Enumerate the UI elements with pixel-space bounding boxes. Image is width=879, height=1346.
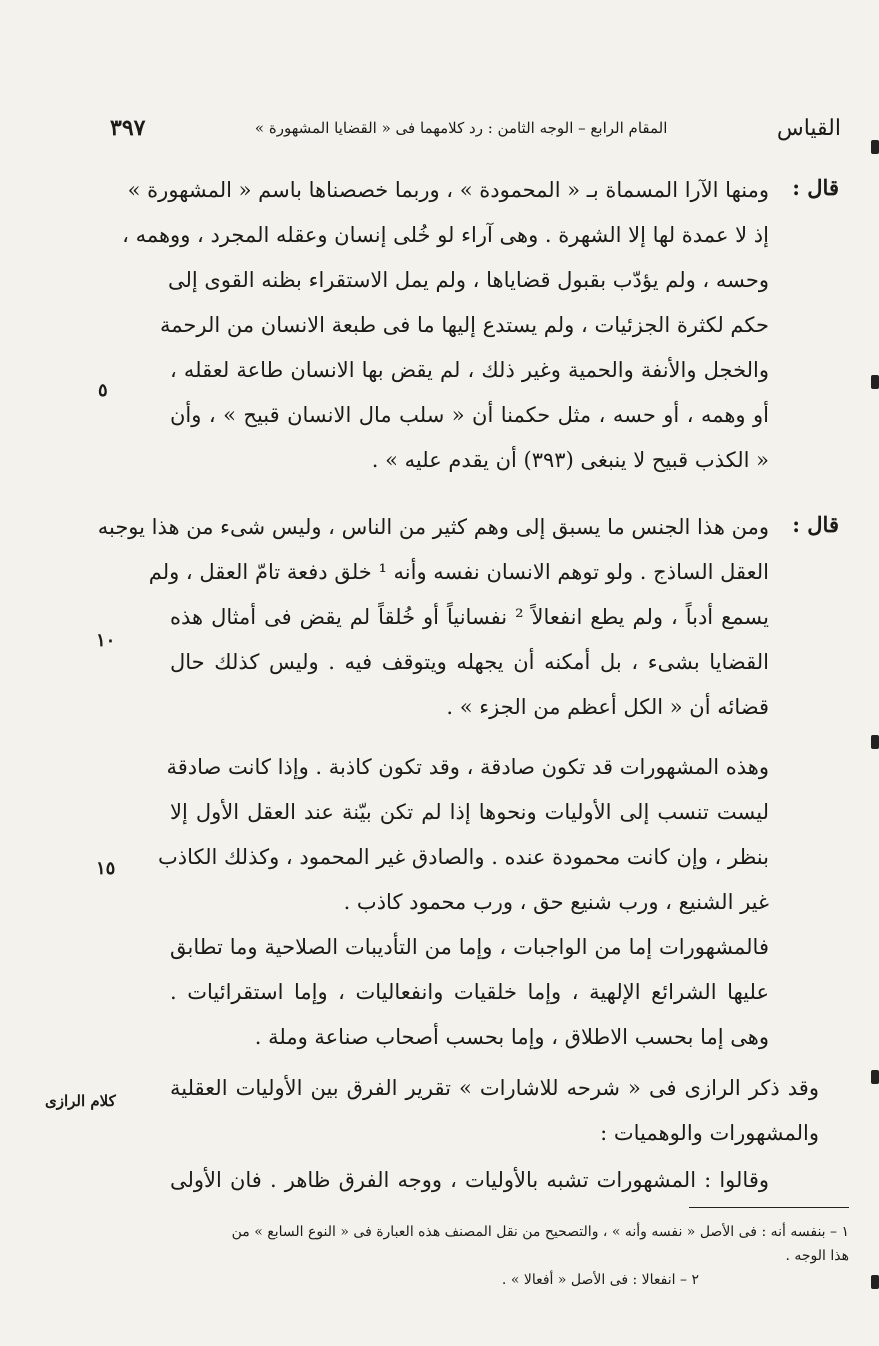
passage-6 — [170, 1158, 769, 1203]
page-number: ٣٩٧ — [110, 115, 146, 141]
scan-edge-mark — [871, 735, 879, 749]
text-line: أو وهمه ، أو حسه ، مثل حكمنا أن « سلب مال الانسان قبيح » ، وأن — [170, 403, 769, 427]
footnote-2: ٢ – انفعالا : فى الأصل « أفعالا » . — [501, 1272, 699, 1288]
footnote-rule — [689, 1207, 849, 1208]
running-title: المقام الرابع – الوجه الثامن : رد كلامهما فى « القضايا المشهورة » — [254, 119, 668, 137]
text-line: وقالوا : المشهورات تشبه بالأوليات ، ووجه الفرق ظاهر . فان الأولى — [170, 1168, 769, 1192]
text-line: العقل الساذج . ولو توهم الانسان نفسه وأنه ¹ خلق دفعة تامّ العقل ، ولم — [148, 560, 769, 584]
text-line: ومن هذا الجنس ما يسبق إلى وهم كثير من الناس ، وليس شىء من هذا يوجبه — [97, 515, 769, 539]
text-line: « الكذب قبيح لا ينبغى (٣٩٣) أن يقدم عليه » . — [371, 448, 769, 472]
passage-label: قال : — [792, 175, 839, 200]
text-line: إذ لا عمدة لها إلا الشهرة . وهى آراء لو خُلى إنسان وعقله المجرد ، ووهمه ، — [122, 223, 769, 247]
text-line: ليست تنسب إلى الأوليات ونحوها إذا لم تكن بيّنة عند العقل الأول إلا — [170, 800, 769, 824]
passage-3 — [157, 745, 769, 925]
text-line: قضائه أن « الكل أعظم من الجزء » . — [446, 695, 769, 719]
text-line: والمشهورات والوهميات : — [600, 1121, 819, 1145]
text-line: فالمشهورات إما من الواجبات ، وإما من التأديبات الصلاحية وما تطابق — [170, 935, 769, 959]
footnote-1: ١ – بنفسه أنه : فى الأصل « نفسه وأنه » ، والتصحيح من نقل المصنف هذه العبارة فى « النوع السابع » من — [231, 1224, 849, 1240]
text-line: وقد ذكر الرازى فى « شرحه للاشارات » تقرير الفرق بين الأوليات العقلية — [170, 1076, 819, 1100]
passage-5 — [170, 1066, 819, 1156]
line-number: ٥ — [98, 380, 108, 401]
scan-edge-mark — [871, 1070, 879, 1084]
scan-edge-mark — [871, 1275, 879, 1289]
text-line: يسمع أدباً ، ولم يطع انفعالاً ² نفسانياً أو خُلقاً لم يقض فى أمثال هذه — [170, 605, 769, 629]
text-line: ومنها الآرا المسماة بـ « المحمودة » ، وربما خصصناها باسم « المشهورة » — [127, 178, 769, 202]
scan-edge-mark — [871, 375, 879, 389]
text-line: غير الشنيع ، ورب شنيع حق ، ورب محمود كاذب . — [343, 890, 769, 914]
footnote-1-continuation: هذا الوجه . — [785, 1248, 849, 1264]
side-note: كلام الرازى — [45, 1092, 116, 1110]
text-line: وهى إما بحسب الاطلاق ، وإما بحسب أصحاب صناعة وملة . — [254, 1025, 769, 1049]
text-line: القضايا بشىء ، بل أمكنه أن يجهله ويتوقف فيه . وليس كذلك حال — [170, 650, 769, 674]
text-line: والخجل والأنفة والحمية وغير ذلك ، لم يقض بها الانسان طاعة لعقله ، — [170, 358, 769, 382]
text-line: عليها الشرائع الإلهية ، وإما خلقيات وانفعاليات ، وإما استقرائيات . — [170, 980, 769, 1004]
text-line: بنظر ، وإن كانت محمودة عنده . والصادق غير المحمود ، وكذلك الكاذب — [157, 845, 769, 869]
text-line: حكم لكثرة الجزئيات ، ولم يستدع إليها ما فى طبعة الانسان من الرحمة — [160, 313, 769, 337]
text-line: وهذه المشهورات قد تكون صادقة ، وقد تكون كاذبة . وإذا كانت صادقة — [166, 755, 769, 779]
line-number: ١٥ — [96, 858, 116, 879]
line-number: ١٠ — [96, 630, 116, 651]
text-line: وحسه ، ولم يؤدّب بقبول قضاياها ، ولم يمل الاستقراء بظنه القوى إلى — [168, 268, 769, 292]
footnotes — [95, 1220, 849, 1292]
book-title: القياس — [776, 115, 841, 141]
page-header — [110, 108, 841, 148]
scan-edge-mark — [871, 140, 879, 154]
passage-4 — [170, 925, 769, 1060]
passage-label: قال : — [792, 512, 839, 537]
passage-1 — [122, 168, 769, 483]
